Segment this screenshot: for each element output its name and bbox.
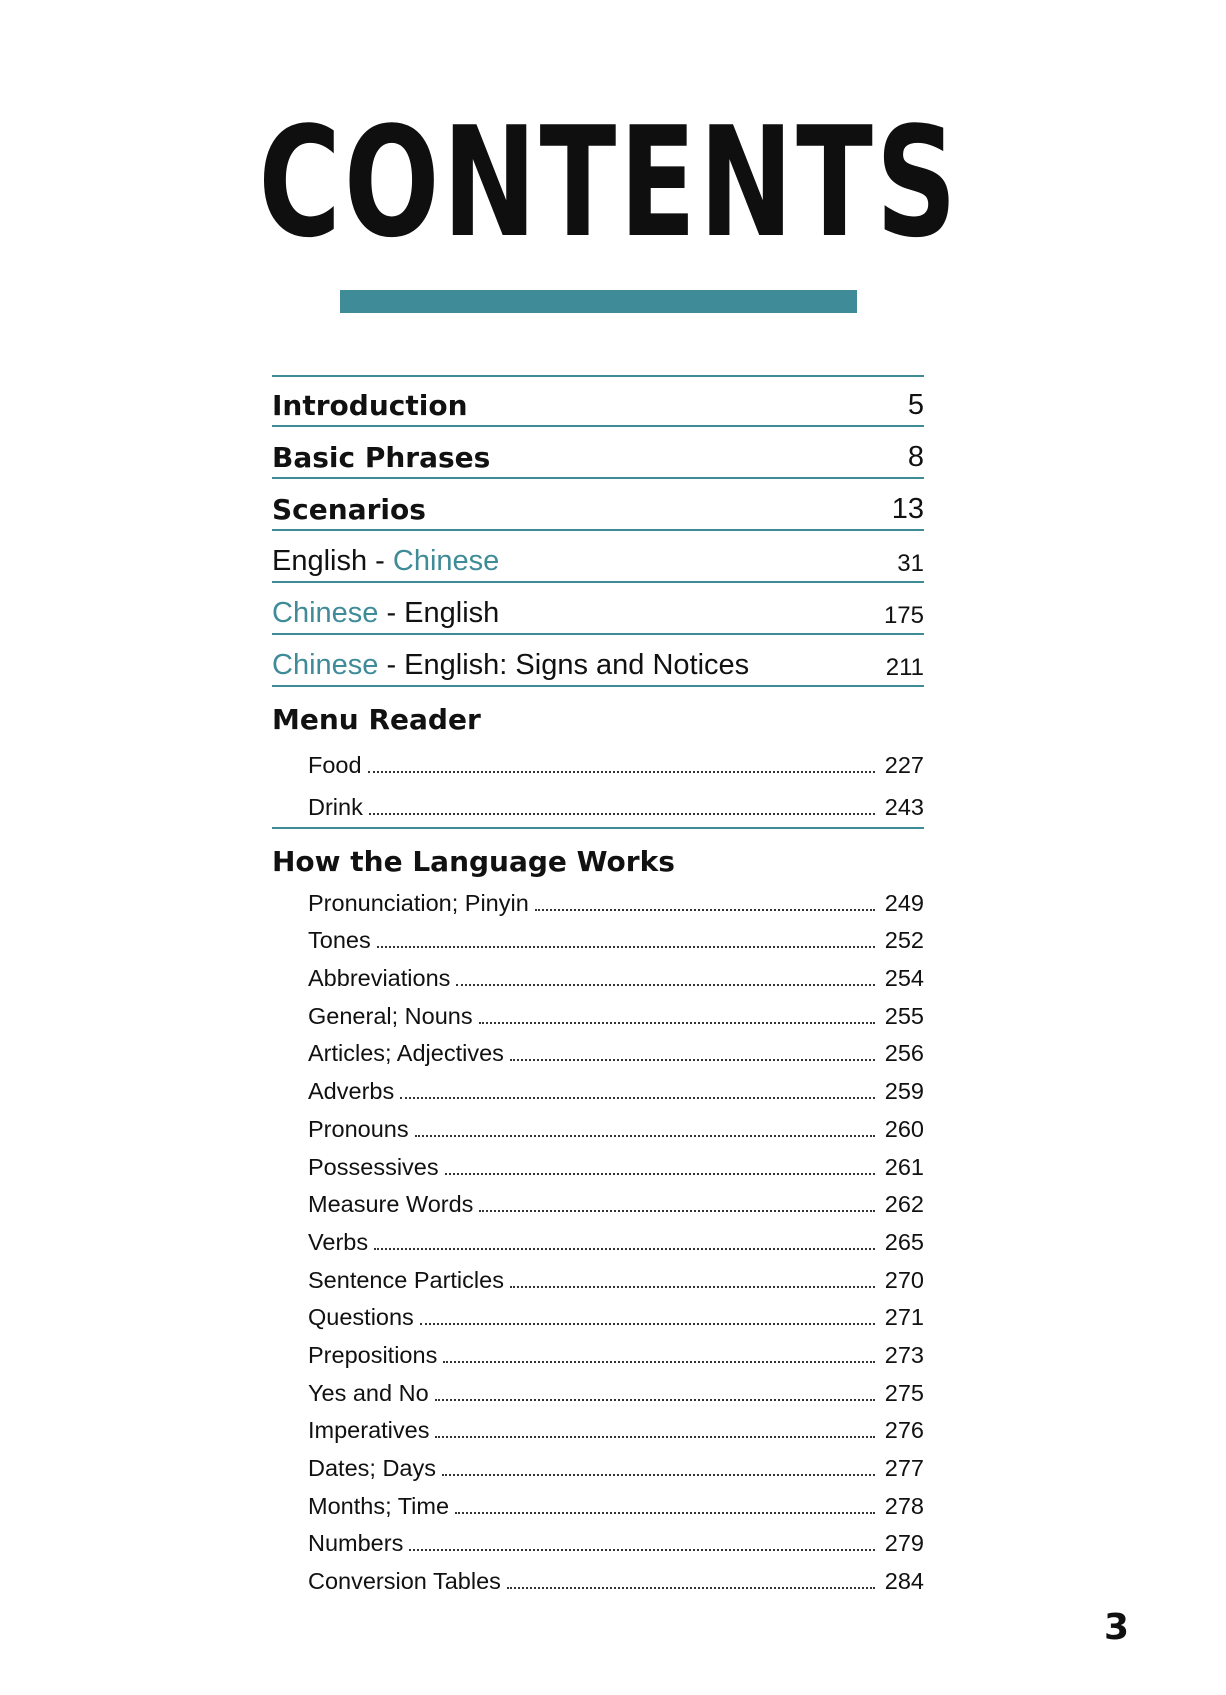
toc-subentry-label: Drink: [308, 794, 363, 820]
toc-entry-label: Scenarios: [272, 493, 426, 526]
toc-subentry-page: 262: [884, 1191, 924, 1218]
toc-entry-signs-notices[interactable]: [272, 635, 924, 687]
page-title: CONTENTS: [258, 94, 960, 271]
toc-subentry-page: 249: [884, 889, 924, 916]
toc-subentry-label: Possessives: [308, 1153, 439, 1180]
toc-subentry[interactable]: [272, 919, 924, 957]
dot-leader: [435, 1436, 874, 1438]
toc-subentry-page: 278: [884, 1492, 924, 1519]
dot-leader: [479, 1022, 875, 1024]
toc-subentry-page: 270: [884, 1266, 924, 1293]
toc-entry-introduction[interactable]: [272, 375, 924, 427]
toc-subentry-label: Imperatives: [308, 1417, 430, 1444]
dot-leader: [409, 1549, 874, 1551]
toc-subentry-page: 255: [884, 1002, 924, 1029]
language-entry-list: [272, 881, 924, 1597]
dot-leader: [510, 1286, 875, 1288]
toc-subentry-page: 256: [884, 1040, 924, 1067]
toc-subentry-page: 243: [884, 794, 924, 820]
dot-leader: [456, 984, 874, 986]
toc-subentry-label: Articles; Adjectives: [308, 1040, 504, 1067]
toc-subentry-page: 275: [884, 1379, 924, 1406]
toc-subentry-page: 284: [884, 1568, 924, 1595]
toc-subentry-label: Verbs: [308, 1228, 369, 1255]
toc-entry-label-part: English -: [272, 545, 393, 577]
toc-subentry-label: Abbreviations: [308, 965, 451, 992]
toc-subentry-label: Months; Time: [308, 1492, 450, 1519]
toc-subentry[interactable]: [272, 1183, 924, 1221]
toc-entry-label-highlight: Chinese: [272, 597, 379, 629]
toc-subentry-page: 271: [884, 1304, 924, 1331]
toc-subentry-page: 261: [884, 1153, 924, 1180]
toc-subentry[interactable]: [272, 1409, 924, 1447]
toc-subentry[interactable]: [272, 1446, 924, 1484]
toc-subentry-label: General; Nouns: [308, 1002, 473, 1029]
language-section: [272, 829, 924, 1597]
toc-subentry[interactable]: [272, 1145, 924, 1183]
toc-entry-page: 5: [907, 389, 924, 421]
toc-subentry-label: Adverbs: [308, 1078, 395, 1105]
dot-leader: [442, 1474, 875, 1476]
toc-subentry[interactable]: [272, 1371, 924, 1409]
toc-entry-english-chinese[interactable]: [272, 531, 924, 583]
toc-subentry-label: Food: [308, 752, 362, 778]
toc-subentry-label: Pronunciation; Pinyin: [308, 889, 529, 916]
toc-subentry-label: Prepositions: [308, 1341, 438, 1368]
menu-reader-section: [272, 687, 924, 829]
toc-subentry-page: 277: [884, 1455, 924, 1481]
toc-subentry-food[interactable]: [272, 739, 924, 781]
toc-subentry-label: Tones: [308, 927, 371, 954]
toc-subentry-label: Conversion Tables: [308, 1568, 501, 1595]
toc-subentry[interactable]: [272, 956, 924, 994]
toc-subentry-page: 254: [884, 965, 924, 992]
dot-leader: [510, 1059, 875, 1061]
toc-entry-page: 175: [883, 602, 924, 629]
toc-entry-page: 13: [891, 493, 924, 525]
dot-leader: [443, 1361, 874, 1363]
toc-subentry[interactable]: [272, 994, 924, 1032]
toc-entry-scenarios[interactable]: [272, 479, 924, 531]
toc-subentry[interactable]: [272, 1107, 924, 1145]
toc-subentry[interactable]: [272, 1484, 924, 1522]
toc-subentry[interactable]: [272, 1220, 924, 1258]
dot-leader: [374, 1248, 875, 1250]
toc-entry-label-part: - English: [378, 597, 500, 629]
toc-subentry-page: 265: [884, 1228, 924, 1255]
page-number: 3: [1104, 1607, 1130, 1648]
section-heading-language: How the Language Works: [272, 845, 675, 878]
dot-leader: [377, 946, 875, 948]
toc-entry-page: 31: [897, 550, 924, 577]
toc-subentry-label: Dates; Days: [308, 1455, 436, 1481]
toc-entry-label-highlight: Chinese: [272, 649, 379, 681]
dot-leader: [368, 771, 875, 773]
toc-subentry[interactable]: [272, 1333, 924, 1371]
toc-subentry-page: 273: [884, 1341, 924, 1368]
toc-subentry[interactable]: [272, 1296, 924, 1334]
title-underline-bar: [340, 290, 857, 313]
toc-subentry-page: 227: [884, 752, 924, 778]
dot-leader: [445, 1173, 875, 1175]
toc-subentry-drink[interactable]: [272, 781, 924, 823]
toc-entry-label: [272, 649, 749, 682]
toc-entry-label-highlight: Chinese: [392, 545, 500, 577]
toc-subentry[interactable]: [272, 1522, 924, 1560]
toc-entry-label: Basic Phrases: [272, 441, 491, 474]
toc-subentry-page: 259: [884, 1078, 924, 1105]
toc-entry-page: 211: [885, 654, 924, 681]
toc-entry-label: [272, 597, 499, 630]
toc-subentry-label: Questions: [308, 1304, 414, 1331]
section-heading-menu-reader: Menu Reader: [272, 703, 481, 736]
toc-subentry-label: Sentence Particles: [308, 1266, 504, 1293]
dot-leader: [420, 1323, 875, 1325]
dot-leader: [415, 1135, 875, 1137]
dot-leader: [435, 1399, 875, 1401]
toc-subentry-page: 279: [884, 1530, 924, 1557]
toc-subentry-label: Numbers: [308, 1530, 404, 1557]
toc-subentry-label: Measure Words: [308, 1191, 474, 1218]
toc-subentry[interactable]: [272, 1032, 924, 1070]
toc-subentry-page: 276: [884, 1417, 924, 1444]
dot-leader: [507, 1587, 875, 1589]
toc-entry-page: 8: [907, 441, 924, 473]
toc-subentry[interactable]: [272, 1258, 924, 1296]
toc-entry-label: [272, 545, 499, 578]
dot-leader: [479, 1210, 874, 1212]
toc-subentry[interactable]: [272, 1559, 924, 1597]
toc-subentry-label: Pronouns: [308, 1115, 409, 1142]
toc-subentry-label: Yes and No: [308, 1379, 429, 1406]
toc-entry-label: Introduction: [272, 389, 468, 422]
toc-subentry-page: 252: [884, 927, 924, 954]
table-of-contents: [272, 375, 924, 1597]
dot-leader: [369, 813, 875, 815]
toc-subentry[interactable]: [272, 1069, 924, 1107]
dot-leader: [455, 1512, 875, 1514]
toc-entry-label-part: - English: Signs and Notices: [378, 649, 750, 681]
toc-subentry-page: 260: [884, 1115, 924, 1142]
dot-leader: [400, 1097, 875, 1099]
dot-leader: [535, 909, 875, 911]
toc-entry-basic-phrases[interactable]: [272, 427, 924, 479]
toc-entry-chinese-english[interactable]: [272, 583, 924, 635]
toc-subentry[interactable]: [272, 881, 924, 919]
